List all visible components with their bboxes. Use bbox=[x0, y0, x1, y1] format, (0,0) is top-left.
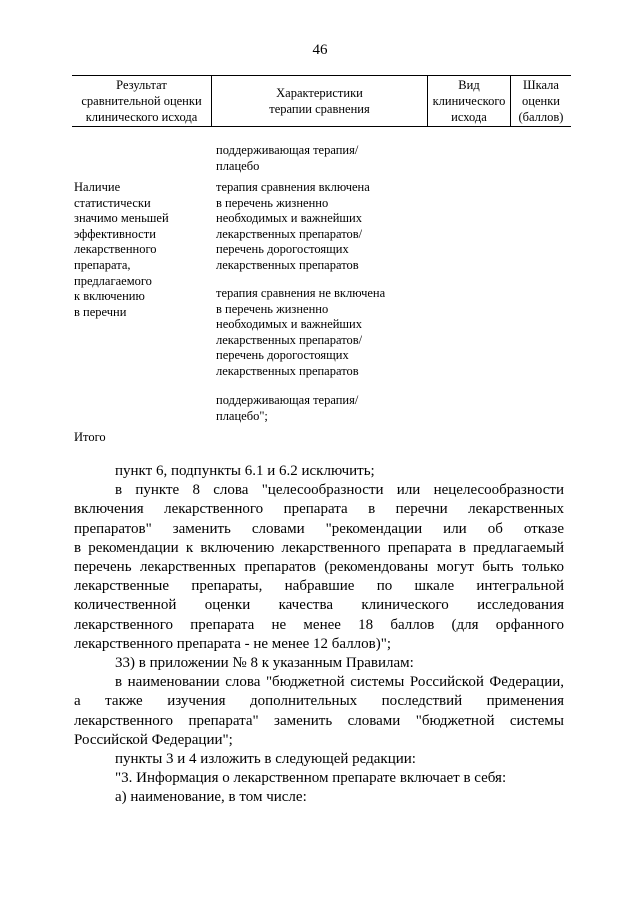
body-line: "3. Информация о лекарственном препарате включает в себя: bbox=[115, 770, 507, 787]
body-text bbox=[74, 462, 564, 808]
cell-char-support: поддерживающая терапия/ плацебо"; bbox=[216, 393, 359, 423]
body-line: в рекомендации к включению лекарственного препарата в предлагаемый bbox=[74, 539, 564, 556]
cell-result: Наличие статистически значимо меньшей эффективности лекарственного препарата, предлагаемого к включению в перечни bbox=[74, 180, 169, 319]
cell-top-note: поддерживающая терапия/ плацебо bbox=[216, 143, 359, 173]
body-line: а) наименование, в том числе: bbox=[115, 789, 307, 806]
body-line: в пункте 8 слова "целесообразности или нецелесообразности bbox=[115, 482, 564, 499]
body-line: включения лекарственного препарата в перечни лекарственных bbox=[74, 501, 564, 518]
body-line: а также изучения дополнительных последствий применения bbox=[74, 693, 564, 710]
body-line: лекарственные препараты, набравшие по шкале интегральной bbox=[74, 578, 564, 595]
body-line: лекарственного препарата - не менее 12 баллов)"; bbox=[74, 635, 392, 652]
cell-char-not-included: терапия сравнения не включена в перечень жизненно необходимых и важнейших лекарственных препаратов/ перечень дорогостоящих лекарственных препаратов bbox=[216, 286, 386, 378]
cell-char-included: терапия сравнения включена в перечень жизненно необходимых и важнейших лекарственных препаратов/ перечень дорогостоящих лекарственных препаратов bbox=[216, 180, 370, 272]
body-line: пункты 3 и 4 изложить в следующей редакции: bbox=[115, 751, 416, 768]
header-result: Результат сравнительной оценки клинического исхода bbox=[72, 76, 212, 126]
criteria-table bbox=[72, 75, 571, 127]
body-line: 33) в приложении № 8 к указанным Правилам: bbox=[115, 655, 414, 672]
header-score-scale: Шкала оценки (баллов) bbox=[518, 78, 564, 124]
header-characteristics: Характеристики терапии сравнения bbox=[212, 76, 428, 126]
body-line: в наименовании слова "бюджетной системы Российской Федерации, bbox=[115, 674, 564, 691]
body-line: лекарственного препарата" заменить словами "бюджетной системы bbox=[74, 712, 564, 729]
body-line: пункт 6, подпункты 6.1 и 6.2 исключить; bbox=[115, 463, 375, 479]
body-line: перечень лекарственных препаратов (рекомендованы могут быть только bbox=[74, 559, 564, 576]
cell-total: Итого bbox=[74, 430, 106, 444]
body-line: количественной оценки качества клинического исследования bbox=[74, 597, 564, 614]
body-line: лекарственного препарата не менее 18 баллов (для орфанного bbox=[74, 616, 564, 633]
body-line: Российской Федерации"; bbox=[74, 731, 233, 748]
header-outcome-type: Вид клинического исхода bbox=[428, 76, 511, 126]
table-header bbox=[72, 75, 571, 127]
page-number: 46 bbox=[312, 42, 328, 58]
body-line: препаратов" заменить словами "рекомендации или об отказе bbox=[74, 520, 564, 537]
